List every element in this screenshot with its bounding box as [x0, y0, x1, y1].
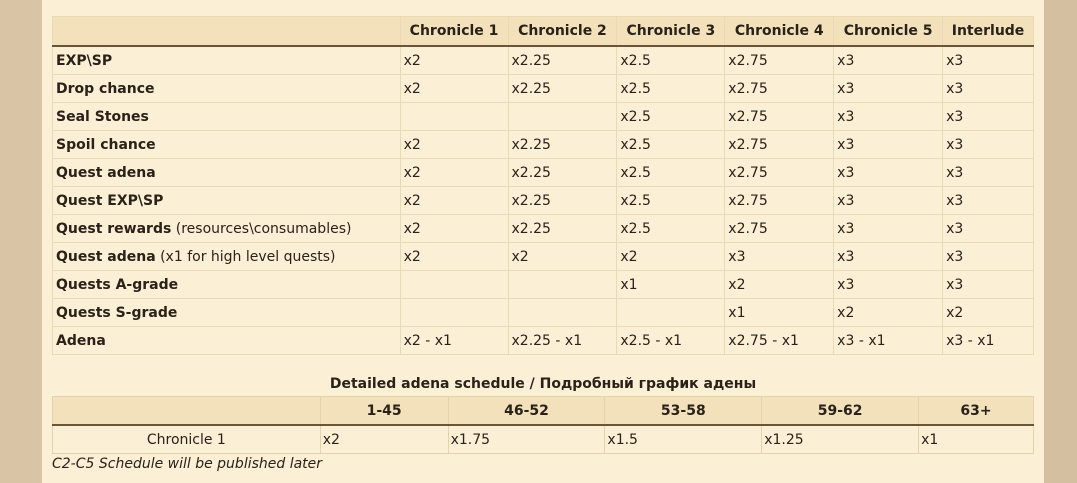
- column-header-level-63-plus: 63+: [919, 397, 1034, 426]
- column-header-chronicle-5: Chronicle 5: [834, 17, 943, 47]
- rates-cell: [508, 271, 617, 299]
- rates-cell: x1: [725, 299, 834, 327]
- rates-row: [53, 327, 1034, 355]
- adena-schedule-table: [52, 396, 1034, 454]
- schedule-cell: x1: [919, 425, 1034, 454]
- rates-cell: x2: [400, 187, 508, 215]
- rates-cell: x2.25: [508, 131, 617, 159]
- rates-cell: [617, 299, 725, 327]
- content-panel: [42, 0, 1044, 483]
- rates-cell: x2.5: [617, 215, 725, 243]
- column-header-level-53-58: 53-58: [605, 397, 762, 426]
- rates-cell: x2: [508, 243, 617, 271]
- rates-cell: x3: [834, 46, 943, 75]
- rates-cell: x3: [834, 187, 943, 215]
- rates-cell: x2.75: [725, 187, 834, 215]
- rates-cell: x3 - x1: [834, 327, 943, 355]
- rates-cell: [400, 103, 508, 131]
- rates-cell: x2.25: [508, 187, 617, 215]
- rates-row: [53, 271, 1034, 299]
- rates-row-label-text: Quest adena: [56, 164, 156, 181]
- rates-cell: x2.75: [725, 131, 834, 159]
- rates-row: [53, 243, 1034, 271]
- left-background-strip: [0, 0, 42, 483]
- rates-row-label-text: Quest rewards: [56, 220, 172, 237]
- schedule-title: Detailed adena schedule / Подробный график адены: [329, 376, 757, 392]
- column-header-interlude: Interlude: [943, 17, 1034, 47]
- rates-cell: x2.25: [508, 46, 617, 75]
- rates-cell: x3: [834, 103, 943, 131]
- rates-row: [53, 103, 1034, 131]
- rates-cell: x3 - x1: [943, 327, 1034, 355]
- rates-cell: x2.75: [725, 75, 834, 103]
- rates-row: [53, 75, 1034, 103]
- rates-cell: x2: [617, 243, 725, 271]
- rates-row-label: [53, 271, 401, 299]
- rates-row-label: [53, 75, 401, 103]
- rates-cell: x3: [834, 159, 943, 187]
- schedule-cell: x1.5: [605, 425, 762, 454]
- schedule-header-corner: [53, 397, 321, 426]
- rates-cell: [508, 103, 617, 131]
- rates-row-label: [53, 215, 401, 243]
- column-header-chronicle-4: Chronicle 4: [725, 17, 834, 47]
- rates-cell: x2.5: [617, 187, 725, 215]
- rates-body: [53, 46, 1034, 355]
- column-header-level-1-45: 1-45: [320, 397, 448, 426]
- rates-cell: x3: [943, 159, 1034, 187]
- rates-row: [53, 46, 1034, 75]
- rates-cell: x2.75: [725, 215, 834, 243]
- rates-row-label: [53, 46, 401, 75]
- rates-cell: x3: [943, 187, 1034, 215]
- rates-cell: x2.5: [617, 75, 725, 103]
- rates-cell: x3: [834, 271, 943, 299]
- schedule-row-label: Chronicle 1: [53, 425, 321, 454]
- rates-cell: x3: [725, 243, 834, 271]
- rates-cell: x2: [400, 46, 508, 75]
- rates-row-label: [53, 327, 401, 355]
- rates-row-note: (x1 for high level quests): [155, 248, 336, 265]
- rates-cell: x3: [943, 215, 1034, 243]
- rates-cell: x2.25: [508, 159, 617, 187]
- rates-cell: x3: [943, 131, 1034, 159]
- column-header-chronicle-1: Chronicle 1: [400, 17, 508, 47]
- rates-cell: x2.5: [617, 46, 725, 75]
- rates-cell: x2 - x1: [400, 327, 508, 355]
- column-header-chronicle-2: Chronicle 2: [508, 17, 617, 47]
- rates-cell: x3: [943, 243, 1034, 271]
- rates-row-label-text: EXP\SP: [56, 52, 113, 69]
- schedule-footnote: C2-C5 Schedule will be published later: [52, 456, 323, 472]
- rates-row-label-text: Drop chance: [56, 80, 155, 97]
- rates-row-label-text: Quest EXP\SP: [56, 192, 164, 209]
- rates-cell: x2.75 - x1: [725, 327, 834, 355]
- rates-cell: x2.75: [725, 103, 834, 131]
- rates-cell: x2.25: [508, 215, 617, 243]
- rates-cell: x2: [400, 215, 508, 243]
- rates-cell: x3: [943, 271, 1034, 299]
- rates-row-label-text: Spoil chance: [56, 136, 156, 153]
- rates-row: [53, 215, 1034, 243]
- rates-cell: x3: [943, 75, 1034, 103]
- rates-cell: x3: [943, 46, 1034, 75]
- rates-cell: x2: [834, 299, 943, 327]
- rates-cell: x3: [834, 75, 943, 103]
- rates-row: [53, 159, 1034, 187]
- rates-cell: x3: [943, 103, 1034, 131]
- rates-cell: [400, 271, 508, 299]
- rates-row-label: [53, 159, 401, 187]
- rates-row: [53, 187, 1034, 215]
- column-header-level-59-62: 59-62: [762, 397, 919, 426]
- schedule-row: [53, 425, 1034, 454]
- rates-cell: x3: [834, 215, 943, 243]
- rates-row: [53, 299, 1034, 327]
- column-header-chronicle-3: Chronicle 3: [617, 17, 725, 47]
- rates-cell: x3: [834, 243, 943, 271]
- column-header-level-46-52: 46-52: [448, 397, 605, 426]
- rates-cell: x2: [400, 159, 508, 187]
- rates-row-note: (resources\consumables): [171, 220, 352, 237]
- rates-cell: x1: [617, 271, 725, 299]
- rates-cell: x2.75: [725, 159, 834, 187]
- rates-header-corner: [53, 17, 401, 47]
- rates-cell: x3: [834, 131, 943, 159]
- rates-cell: [508, 299, 617, 327]
- schedule-cell: x1.25: [762, 425, 919, 454]
- rates-row-label-text: Adena: [56, 332, 106, 349]
- rates-cell: x2.5: [617, 159, 725, 187]
- rates-row-label: [53, 187, 401, 215]
- rates-cell: x2: [400, 131, 508, 159]
- rates-cell: x2.75: [725, 46, 834, 75]
- rates-row-label-text: Seal Stones: [56, 108, 149, 125]
- rates-header-row: [53, 17, 1034, 47]
- rates-cell: [400, 299, 508, 327]
- rates-table: [52, 16, 1034, 355]
- schedule-header-row: [53, 397, 1034, 426]
- rates-cell: x2.5 - x1: [617, 327, 725, 355]
- rates-row-label-text: Quests S-grade: [56, 304, 178, 321]
- rates-row-label: [53, 103, 401, 131]
- rates-cell: x2.25: [508, 75, 617, 103]
- schedule-cell: x2: [320, 425, 448, 454]
- rates-cell: x2: [943, 299, 1034, 327]
- rates-row-label: [53, 243, 401, 271]
- rates-row: [53, 131, 1034, 159]
- rates-cell: x2: [400, 243, 508, 271]
- schedule-cell: x1.75: [448, 425, 605, 454]
- rates-cell: x2.5: [617, 103, 725, 131]
- rates-cell: x2.25 - x1: [508, 327, 617, 355]
- rates-cell: x2.5: [617, 131, 725, 159]
- rates-cell: x2: [400, 75, 508, 103]
- rates-cell: x2: [725, 271, 834, 299]
- rates-row-label-text: Quest adena: [56, 248, 156, 265]
- rates-row-label: [53, 131, 401, 159]
- right-background-strip: [1044, 0, 1077, 483]
- rates-row-label: [53, 299, 401, 327]
- rates-row-label-text: Quests A-grade: [56, 276, 179, 293]
